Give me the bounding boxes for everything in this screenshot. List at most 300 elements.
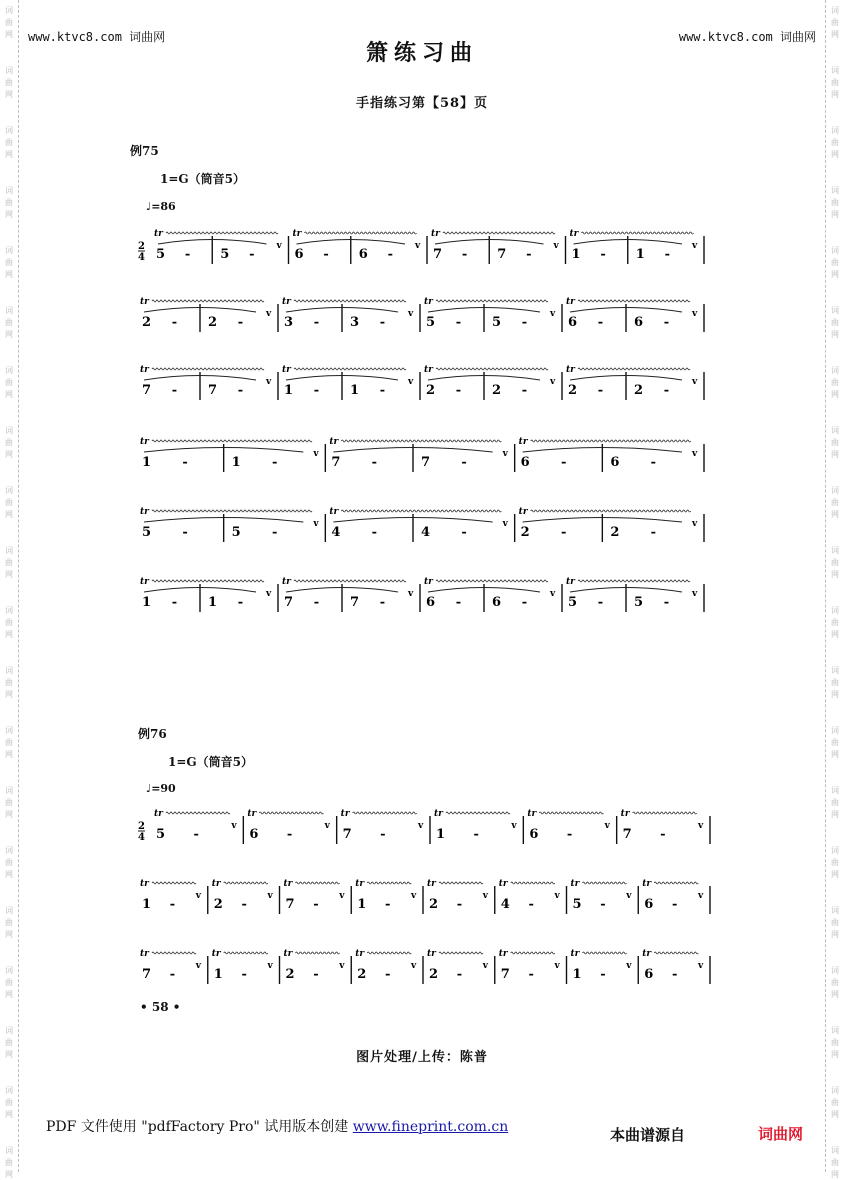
trill-mark: tr <box>434 809 443 819</box>
trill-mark: tr <box>283 949 293 959</box>
breath-mark: v <box>554 891 560 901</box>
watermark-glyph: 词 <box>831 786 839 795</box>
watermark-glyph: 词 <box>5 906 13 915</box>
trill-mark: tr <box>642 879 652 889</box>
breath-mark: v <box>698 891 704 901</box>
jianpu-note: 1 <box>142 897 152 912</box>
watermark-glyph: 网 <box>5 930 13 939</box>
trill-line <box>583 882 627 884</box>
dash-note: - <box>313 315 320 330</box>
dash-note: - <box>456 967 463 982</box>
jianpu-note: 5 <box>156 827 166 842</box>
watermark-glyph: 词 <box>5 66 13 75</box>
trill-mark: tr <box>211 949 221 959</box>
example-75-label: 例75 <box>130 144 159 158</box>
trill-mark: tr <box>566 577 575 587</box>
trill-line <box>583 952 627 954</box>
dash-note: - <box>566 827 573 842</box>
watermark-glyph: 曲 <box>5 558 13 567</box>
trill-line <box>582 232 694 234</box>
jianpu-note: 1 <box>572 967 582 982</box>
breath-mark: v <box>692 309 698 319</box>
dash-note: - <box>660 827 666 842</box>
trill-mark: tr <box>329 437 339 447</box>
jianpu-note: 6 <box>426 595 436 610</box>
watermark-glyph: 网 <box>5 390 13 399</box>
jianpu-note: 2 <box>610 525 620 540</box>
time-sig-top: 2 <box>138 241 145 252</box>
trill-line <box>436 368 548 370</box>
watermark-glyph: 曲 <box>5 78 13 87</box>
breath-mark: v <box>339 961 345 971</box>
breath-mark: v <box>195 891 201 901</box>
jianpu-note: 2 <box>208 315 218 330</box>
upload-credit: 图片处理/上传：陈普 <box>356 1050 488 1065</box>
watermark-glyph: 网 <box>5 510 13 519</box>
trill-mark: tr <box>282 365 291 375</box>
jianpu-note: 6 <box>358 247 368 262</box>
breath-mark: v <box>604 821 610 831</box>
watermark-glyph: 网 <box>5 750 13 759</box>
dash-note: - <box>461 455 467 470</box>
jianpu-note: 2 <box>213 897 223 912</box>
trill-mark: tr <box>140 365 149 375</box>
jianpu-note: 2 <box>492 383 502 398</box>
example-76-key: 1=G（筒音5） <box>168 755 254 769</box>
dash-note: - <box>663 383 670 398</box>
dash-note: - <box>600 967 606 982</box>
trill-mark: tr <box>570 879 580 889</box>
watermark-glyph: 曲 <box>5 378 13 387</box>
watermark-glyph: 曲 <box>831 438 839 447</box>
trill-mark: tr <box>424 577 433 587</box>
dash-note: - <box>455 595 462 610</box>
trill-mark: tr <box>518 437 528 447</box>
breath-mark: v <box>626 891 632 901</box>
dash-note: - <box>672 897 678 912</box>
breath-mark: v <box>482 891 488 901</box>
trill-mark: tr <box>283 879 293 889</box>
watermark-glyph: 词 <box>5 1026 13 1035</box>
jianpu-note: 7 <box>497 247 507 262</box>
trill-line <box>578 580 690 582</box>
watermark-glyph: 网 <box>831 270 839 279</box>
watermark-glyph: 词 <box>5 186 13 195</box>
jianpu-note: 1 <box>357 897 367 912</box>
header-url-left[interactable]: www.ktvc8.com 词曲网 <box>28 30 166 44</box>
dash-note: - <box>272 455 278 470</box>
watermark-glyph: 曲 <box>831 798 839 807</box>
trill-line <box>152 510 312 512</box>
jianpu-note: 2 <box>568 383 578 398</box>
breath-mark: v <box>415 241 421 251</box>
breath-mark: v <box>408 377 414 387</box>
jianpu-note: 7 <box>622 827 632 842</box>
watermark-glyph: 词 <box>831 1026 839 1035</box>
breath-mark: v <box>231 821 237 831</box>
watermark-glyph: 词 <box>5 726 13 735</box>
watermark-glyph: 网 <box>831 690 839 699</box>
watermark-glyph: 曲 <box>5 198 13 207</box>
breath-mark: v <box>511 821 517 831</box>
watermark-glyph: 词 <box>5 1086 13 1095</box>
jianpu-note: 5 <box>220 247 230 262</box>
trill-mark: tr <box>355 949 365 959</box>
watermark-glyph: 曲 <box>831 1098 839 1107</box>
dash-note: - <box>597 383 604 398</box>
trill-mark: tr <box>566 297 575 307</box>
dash-note: - <box>663 315 670 330</box>
dash-note: - <box>184 247 191 262</box>
watermark-glyph: 词 <box>5 6 13 15</box>
breath-mark: v <box>482 961 488 971</box>
jianpu-note: 1 <box>142 455 152 470</box>
trill-line <box>511 882 555 884</box>
watermark-glyph: 曲 <box>831 738 839 747</box>
dash-note: - <box>379 383 386 398</box>
jianpu-note: 1 <box>571 247 581 262</box>
watermark-glyph: 曲 <box>831 378 839 387</box>
jianpu-note: 7 <box>350 595 360 610</box>
breath-mark: v <box>502 519 508 529</box>
dash-note: - <box>313 967 319 982</box>
watermark-glyph: 词 <box>831 1086 839 1095</box>
trill-line <box>294 368 406 370</box>
watermark-glyph: 曲 <box>5 438 13 447</box>
trill-line <box>531 510 691 512</box>
breath-mark: v <box>698 961 704 971</box>
trill-line <box>259 812 323 814</box>
dash-note: - <box>169 967 176 982</box>
watermark-glyph: 网 <box>831 210 839 219</box>
watermark-glyph: 词 <box>5 606 13 615</box>
watermark-glyph: 曲 <box>831 138 839 147</box>
trill-line <box>152 580 264 582</box>
jianpu-note: 7 <box>500 967 510 982</box>
jianpu-note: 7 <box>342 827 352 842</box>
trill-line <box>367 952 411 954</box>
breath-mark: v <box>692 241 698 251</box>
watermark-glyph: 网 <box>5 90 13 99</box>
watermark-glyph: 曲 <box>5 738 13 747</box>
jianpu-note: 4 <box>421 525 431 540</box>
dash-note: - <box>171 383 178 398</box>
watermark-glyph: 曲 <box>5 498 13 507</box>
trill-mark: tr <box>140 949 149 959</box>
jianpu-note: 2 <box>520 525 530 540</box>
watermark-glyph: 曲 <box>5 1098 13 1107</box>
breath-mark: v <box>411 891 417 901</box>
breath-mark: v <box>692 377 698 387</box>
watermark-glyph: 曲 <box>831 1158 839 1167</box>
dash-note: - <box>371 525 378 540</box>
trill-mark: tr <box>282 297 291 307</box>
watermark-glyph: 词 <box>5 126 13 135</box>
watermark-glyph: 词 <box>5 1146 13 1155</box>
watermark-glyph: 网 <box>831 1110 839 1119</box>
jianpu-note: 7 <box>284 595 294 610</box>
watermark-glyph: 网 <box>831 810 839 819</box>
trill-mark: tr <box>154 809 163 819</box>
watermark-glyph: 曲 <box>5 258 13 267</box>
watermark-glyph: 词 <box>831 906 839 915</box>
trill-line <box>367 882 411 884</box>
breath-mark: v <box>418 821 424 831</box>
trill-mark: tr <box>427 949 436 959</box>
jianpu-note: 5 <box>156 247 166 262</box>
trill-line <box>511 952 555 954</box>
dash-note: - <box>561 525 567 540</box>
trill-line <box>341 510 501 512</box>
jianpu-note: 6 <box>492 595 502 610</box>
dash-note: - <box>313 595 320 610</box>
example-76-label: 例76 <box>138 727 167 741</box>
dash-note: - <box>237 595 244 610</box>
watermark-glyph: 网 <box>5 270 13 279</box>
watermark-glyph: 曲 <box>831 258 839 267</box>
watermark-glyph: 网 <box>831 930 839 939</box>
trill-line <box>166 232 278 234</box>
trill-mark: tr <box>427 879 436 889</box>
dash-note: - <box>387 247 394 262</box>
jianpu-note: 6 <box>634 315 644 330</box>
watermark-glyph: 网 <box>831 390 839 399</box>
jianpu-note: 5 <box>426 315 436 330</box>
jianpu-note: 1 <box>436 827 446 842</box>
watermark-glyph: 曲 <box>5 1038 13 1047</box>
jianpu-note: 5 <box>142 525 152 540</box>
dash-note: - <box>663 595 670 610</box>
jianpu-note: 5 <box>492 315 502 330</box>
watermark-glyph: 词 <box>831 666 839 675</box>
watermark-glyph: 词 <box>5 966 13 975</box>
watermark-glyph: 词 <box>831 486 839 495</box>
jianpu-note: 1 <box>231 455 241 470</box>
trill-mark: tr <box>566 365 575 375</box>
watermark-glyph: 曲 <box>831 18 839 27</box>
watermark-glyph: 网 <box>5 990 13 999</box>
breath-mark: v <box>195 961 201 971</box>
trill-line <box>578 300 690 302</box>
trill-line <box>296 952 340 954</box>
breath-mark: v <box>692 449 698 459</box>
dash-note: - <box>461 525 467 540</box>
time-sig-bottom: 4 <box>138 832 145 843</box>
dash-note: - <box>597 595 604 610</box>
watermark-glyph: 曲 <box>5 678 13 687</box>
watermark-glyph: 网 <box>831 630 839 639</box>
trill-line <box>436 300 548 302</box>
watermark-glyph: 词 <box>831 546 839 555</box>
header-url-right[interactable]: www.ktvc8.com 词曲网 <box>678 30 816 44</box>
dash-note: - <box>237 383 244 398</box>
trill-mark: tr <box>140 577 149 587</box>
trill-line <box>654 952 698 954</box>
watermark-glyph: 网 <box>831 750 839 759</box>
watermark-glyph: 词 <box>5 666 13 675</box>
trill-mark: tr <box>424 297 433 307</box>
watermark-glyph: 词 <box>5 366 13 375</box>
trill-line <box>446 812 510 814</box>
dash-note: - <box>672 967 678 982</box>
dash-note: - <box>323 247 329 262</box>
jianpu-note: 7 <box>433 247 443 262</box>
jianpu-note: 6 <box>249 827 259 842</box>
jianpu-note: 7 <box>285 897 295 912</box>
page-title: 箫练习曲 <box>365 40 478 66</box>
trill-line <box>152 952 196 954</box>
watermark-glyph: 曲 <box>831 78 839 87</box>
dash-note: - <box>528 897 534 912</box>
trill-line <box>224 952 268 954</box>
watermark-glyph: 词 <box>831 1146 839 1155</box>
trill-line <box>305 232 417 234</box>
jianpu-note: 2 <box>426 383 436 398</box>
watermark-glyph: 曲 <box>831 978 839 987</box>
dash-note: - <box>561 455 567 470</box>
watermark-glyph: 曲 <box>831 618 839 627</box>
watermark-glyph: 词 <box>5 486 13 495</box>
breath-mark: v <box>266 377 272 387</box>
dash-note: - <box>528 967 534 982</box>
jianpu-note: 4 <box>331 525 341 540</box>
watermark-glyph: 曲 <box>5 318 13 327</box>
watermark-glyph: 词 <box>831 366 839 375</box>
trill-line <box>633 812 697 814</box>
breath-mark: v <box>550 309 556 319</box>
jianpu-note: 6 <box>294 247 304 262</box>
footer-link[interactable]: www.fineprint.com.cn <box>352 1119 509 1135</box>
brand-logo: 词曲网 <box>758 1125 804 1143</box>
breath-mark: v <box>408 309 414 319</box>
breath-mark: v <box>313 519 319 529</box>
trill-line <box>353 812 417 814</box>
watermark-glyph: 曲 <box>5 18 13 27</box>
watermark-glyph: 网 <box>5 330 13 339</box>
watermark-glyph: 曲 <box>831 498 839 507</box>
dash-note: - <box>600 247 606 262</box>
jianpu-note: 2 <box>142 315 152 330</box>
watermark-glyph: 词 <box>831 846 839 855</box>
trill-mark: tr <box>247 809 257 819</box>
watermark-glyph: 曲 <box>831 318 839 327</box>
jianpu-note: 1 <box>635 247 645 262</box>
pdf-footer <box>46 1116 508 1136</box>
jianpu-note: 6 <box>610 455 620 470</box>
dash-note: - <box>380 827 386 842</box>
jianpu-note: 2 <box>357 967 367 982</box>
jianpu-note: 1 <box>284 383 294 398</box>
jianpu-note: 3 <box>284 315 294 330</box>
watermark-glyph: 词 <box>5 546 13 555</box>
dash-note: - <box>521 595 528 610</box>
jianpu-note: 2 <box>429 897 439 912</box>
watermark-glyph: 曲 <box>5 618 13 627</box>
trill-mark: tr <box>140 507 149 517</box>
jianpu-note: 6 <box>644 967 654 982</box>
watermark-glyph: 词 <box>831 66 839 75</box>
dash-note: - <box>241 967 247 982</box>
trill-line <box>296 882 340 884</box>
jianpu-note: 5 <box>634 595 644 610</box>
watermark-glyph: 词 <box>831 126 839 135</box>
watermark-glyph: 曲 <box>5 858 13 867</box>
dash-note: - <box>193 827 199 842</box>
trill-line <box>152 300 264 302</box>
breath-mark: v <box>266 589 272 599</box>
watermark-glyph: 网 <box>5 870 13 879</box>
watermark-glyph: 曲 <box>831 918 839 927</box>
trill-mark: tr <box>518 507 528 517</box>
watermark-glyph: 词 <box>831 246 839 255</box>
watermark-glyph: 网 <box>831 330 839 339</box>
dash-note: - <box>171 315 178 330</box>
watermark-glyph: 词 <box>831 306 839 315</box>
breath-mark: v <box>553 241 559 251</box>
jianpu-note: 2 <box>634 383 644 398</box>
trill-mark: tr <box>329 507 339 517</box>
trill-mark: tr <box>340 809 350 819</box>
watermark-glyph: 网 <box>831 990 839 999</box>
jianpu-note: 7 <box>142 383 152 398</box>
trill-mark: tr <box>498 879 508 889</box>
watermark-glyph: 曲 <box>5 798 13 807</box>
watermark-glyph: 网 <box>5 30 13 39</box>
watermark-glyph: 曲 <box>831 858 839 867</box>
dash-note: - <box>600 897 606 912</box>
breath-mark: v <box>276 241 282 251</box>
watermark-glyph: 曲 <box>831 198 839 207</box>
trill-mark: tr <box>211 879 221 889</box>
breath-mark: v <box>267 891 273 901</box>
watermark-glyph: 网 <box>831 150 839 159</box>
jianpu-note: 6 <box>529 827 539 842</box>
breath-mark: v <box>324 821 330 831</box>
watermark-glyph: 曲 <box>831 1038 839 1047</box>
watermark-glyph: 网 <box>5 1110 13 1119</box>
example-75-key: 1=G（筒音5） <box>160 172 246 186</box>
breath-mark: v <box>692 519 698 529</box>
watermark-glyph: 词 <box>831 726 839 735</box>
trill-mark: tr <box>569 229 579 239</box>
dash-note: - <box>664 247 671 262</box>
jianpu-note: 7 <box>208 383 218 398</box>
trill-line <box>531 440 691 442</box>
dash-note: - <box>521 315 528 330</box>
trill-line <box>439 952 483 954</box>
example-75-tempo: ♩=86 <box>146 200 176 213</box>
dash-note: - <box>461 247 468 262</box>
jianpu-note: 1 <box>350 383 360 398</box>
dash-note: - <box>182 455 188 470</box>
watermark-glyph: 词 <box>5 246 13 255</box>
footer-text: PDF 文件使用 "pdfFactory Pro" 试用版本创建 <box>46 1119 349 1135</box>
time-sig-bottom: 4 <box>138 252 145 263</box>
jianpu-note: 1 <box>208 595 218 610</box>
watermark-glyph: 网 <box>5 450 13 459</box>
example-76-tempo: ♩=90 <box>146 782 176 795</box>
watermark-glyph: 网 <box>5 1050 13 1059</box>
watermark-glyph: 网 <box>5 210 13 219</box>
watermark-glyph: 曲 <box>5 138 13 147</box>
trill-line <box>578 368 690 370</box>
dash-note: - <box>286 827 293 842</box>
dash-note: - <box>521 383 528 398</box>
jianpu-note: 1 <box>213 967 223 982</box>
breath-mark: v <box>411 961 417 971</box>
jianpu-note: 6 <box>520 455 530 470</box>
trill-line <box>654 882 698 884</box>
